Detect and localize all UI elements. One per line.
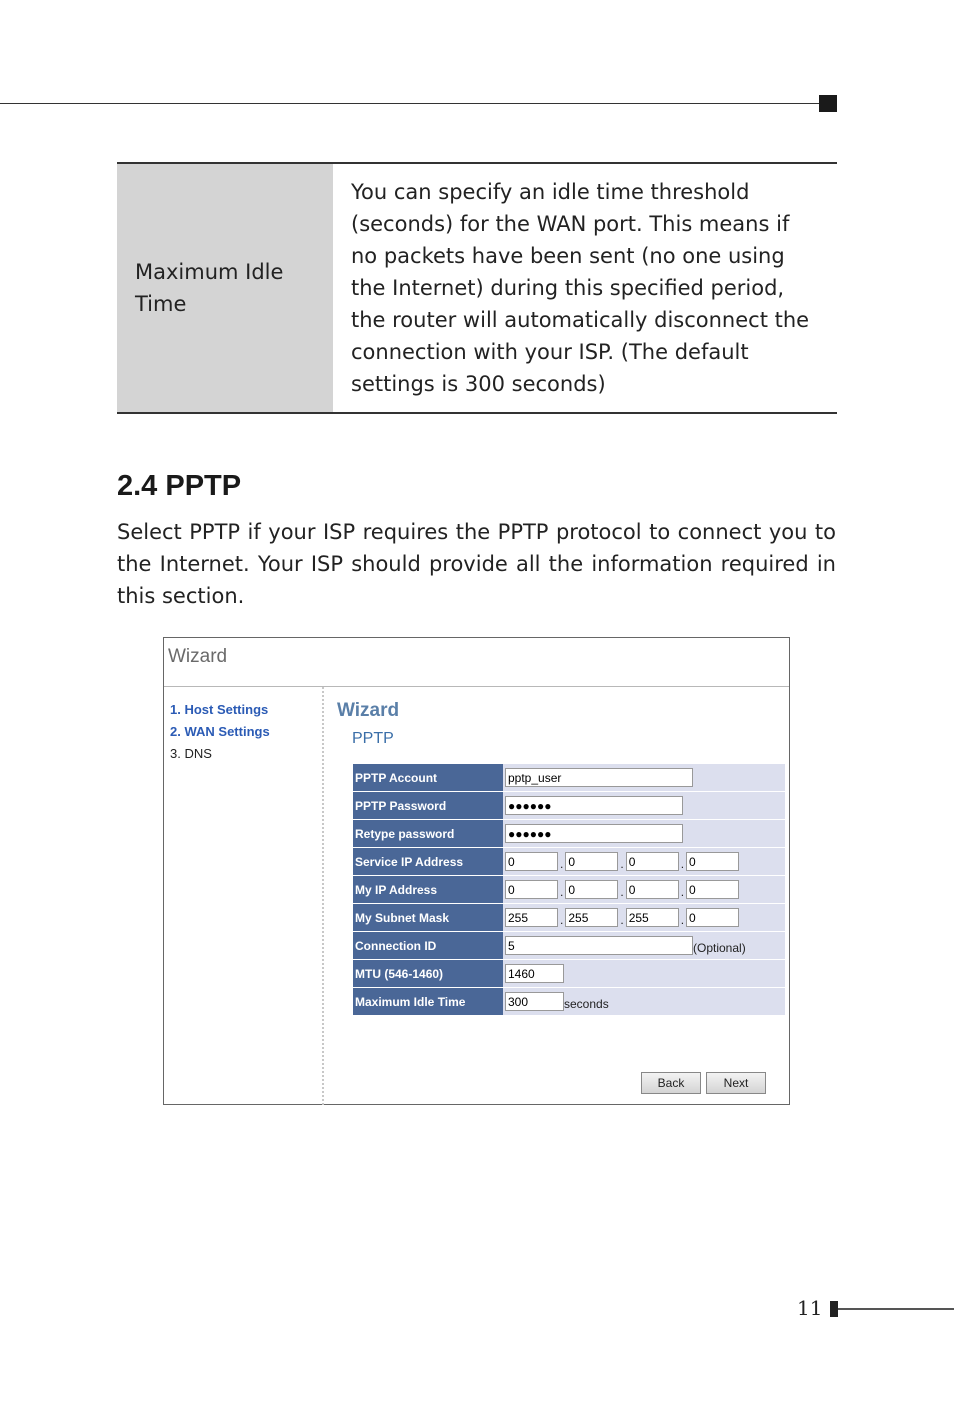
wizard-main	[337, 700, 787, 748]
idle-time-input[interactable]	[505, 992, 564, 1011]
form-row-my-ip	[353, 876, 785, 904]
service-ip-octet-3[interactable]	[626, 852, 679, 871]
form-row-mtu	[353, 960, 785, 988]
pptp-account-input[interactable]	[505, 768, 693, 787]
wizard-screenshot	[163, 637, 790, 1105]
section-heading: 2.4 PPTP	[117, 470, 242, 502]
definition-description: You can specify an idle time threshold (seconds) for the WAN port. This means if no packets have been sent (no one using the Internet) during this specified period, the router will automatically disconnect the connection with your ISP. (The default settings is 300 seconds)	[333, 163, 837, 413]
ip-separator: .	[680, 857, 685, 871]
service-ip-octet-2[interactable]	[565, 852, 618, 871]
ip-separator: .	[560, 913, 564, 927]
retype-password-input[interactable]	[505, 824, 683, 843]
ip-separator: .	[680, 885, 685, 899]
main-title: Wizard	[337, 700, 400, 721]
page-number: 11	[797, 1296, 823, 1320]
subnet-mask-label: My Subnet Mask	[353, 904, 503, 932]
nav-wan-settings[interactable]: 2. WAN Settings	[170, 724, 270, 739]
form-row-account	[353, 764, 785, 792]
pptp-password-label: PPTP Password	[353, 792, 503, 820]
definition-table	[117, 162, 837, 414]
form-row-service-ip	[353, 848, 785, 876]
service-ip-label: Service IP Address	[353, 848, 503, 876]
ip-separator: .	[560, 857, 564, 871]
header-rule	[0, 103, 822, 104]
definition-term: Maximum Idle Time	[117, 163, 333, 413]
my-ip-octet-4[interactable]	[686, 880, 739, 899]
service-ip-octet-1[interactable]	[505, 852, 558, 871]
header-marker	[819, 95, 837, 112]
form-row-password	[353, 792, 785, 820]
my-ip-octet-1[interactable]	[505, 880, 558, 899]
subnet-octet-1[interactable]	[505, 908, 558, 927]
form-row-connection-id	[353, 932, 785, 960]
pptp-password-input[interactable]	[505, 796, 683, 815]
connection-id-label: Connection ID	[353, 932, 503, 960]
service-ip-octet-4[interactable]	[686, 852, 739, 871]
form-row-subnet	[353, 904, 785, 932]
next-button[interactable]: Next	[706, 1072, 766, 1094]
footer-marker	[830, 1301, 838, 1317]
idle-time-label: Maximum Idle Time	[353, 988, 503, 1016]
main-subtitle: PPTP	[352, 730, 394, 747]
form-row-retype	[353, 820, 785, 848]
subnet-octet-2[interactable]	[565, 908, 618, 927]
mtu-input[interactable]	[505, 964, 564, 983]
ip-separator: .	[560, 885, 564, 899]
definition-row	[117, 163, 837, 413]
section-intro: Select PPTP if your ISP requires the PPTP protocol to connect you to the Internet. Your ISP should provide all the information required in this section.	[117, 520, 836, 608]
wizard-header-title: Wizard	[164, 638, 789, 687]
connection-id-input[interactable]	[505, 936, 693, 955]
ip-separator: .	[620, 913, 624, 927]
pptp-form	[353, 764, 785, 1016]
my-ip-label: My IP Address	[353, 876, 503, 904]
seconds-unit: seconds	[564, 997, 609, 1011]
optional-note: (Optional)	[693, 941, 746, 955]
ip-separator: .	[620, 885, 624, 899]
my-ip-octet-2[interactable]	[565, 880, 618, 899]
nav-dns: 3. DNS	[170, 746, 212, 761]
wizard-nav	[164, 687, 324, 1105]
my-ip-octet-3[interactable]	[626, 880, 679, 899]
subnet-octet-4[interactable]	[686, 908, 739, 927]
footer-rule	[838, 1308, 954, 1310]
mtu-label: MTU (546-1460)	[353, 960, 503, 988]
ip-separator: .	[620, 857, 624, 871]
form-row-idle-time	[353, 988, 785, 1016]
ip-separator: .	[680, 913, 685, 927]
back-button[interactable]: Back	[641, 1072, 701, 1094]
subnet-octet-3[interactable]	[626, 908, 679, 927]
retype-password-label: Retype password	[353, 820, 503, 848]
pptp-account-label: PPTP Account	[353, 764, 503, 792]
nav-host-settings[interactable]: 1. Host Settings	[170, 702, 269, 717]
